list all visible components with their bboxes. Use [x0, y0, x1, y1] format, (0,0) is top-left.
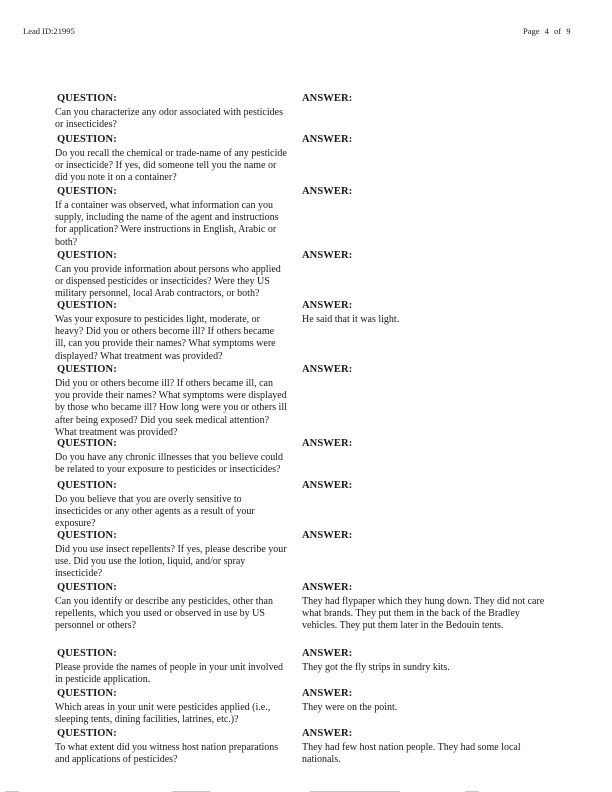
answer-text: They had flypaper which they hung down. They did not care what brands. They put them in the back of the Bradley vehicles. They put them later in the Bedouin tents. — [302, 596, 545, 632]
answer-block — [302, 582, 547, 633]
answer-label: ANSWER: — [302, 648, 353, 659]
question-text: Which areas in your unit were pesticides applied (i.e., sleeping tents, dining facilities, latrines, etc.)? — [55, 702, 271, 726]
answer-block — [302, 186, 547, 200]
page-number: Page 4 of 9 — [523, 26, 571, 36]
answer-block — [302, 688, 547, 714]
answer-block — [302, 728, 547, 766]
answer-label: ANSWER: — [302, 300, 353, 311]
answer-label: ANSWER: — [302, 186, 353, 197]
question-block — [55, 648, 287, 686]
answer-label: ANSWER: — [302, 93, 353, 104]
question-text: If a container was observed, what information can you supply, including the name of the agent and instructions for application? Were instructions in English, Arabic or both? — [55, 200, 279, 248]
question-block — [55, 134, 287, 185]
question-label: QUESTION: — [57, 688, 117, 699]
answer-block — [302, 364, 547, 378]
question-block — [55, 438, 287, 476]
question-text: Was your exposure to pesticides light, moderate, or heavy? Did you or others become ill? If others became ill, can you provide their names? What symptoms were displayed? What treatment was provided? — [55, 314, 276, 362]
question-label: QUESTION: — [57, 648, 117, 659]
answer-label: ANSWER: — [302, 250, 353, 261]
answer-block — [302, 480, 547, 494]
question-text: Can you characterize any odor associated with pesticides or insecticides? — [55, 107, 283, 131]
answer-label: ANSWER: — [302, 364, 353, 375]
question-text: Do you have any chronic illnesses that you believe could be related to your exposure to pesticides or insecticides? — [55, 452, 283, 476]
answer-block — [302, 438, 547, 452]
answer-label: ANSWER: — [302, 134, 353, 145]
question-text: Can you identify or describe any pesticides, other than repellents, which you used or observed in use by US personnel or others? — [55, 596, 273, 632]
question-block — [55, 688, 287, 726]
answer-text: They got the fly strips in sundry kits. — [302, 662, 450, 673]
question-label: QUESTION: — [57, 364, 117, 375]
question-label: QUESTION: — [57, 134, 117, 145]
question-text: Did you use insect repellents? If yes, please describe your use. Did you use the lotion, liquid, and/or spray insecticide? — [55, 544, 287, 580]
question-label: QUESTION: — [57, 582, 117, 593]
question-label: QUESTION: — [57, 480, 117, 491]
answer-block — [302, 250, 547, 264]
answer-label: ANSWER: — [302, 480, 353, 491]
question-block — [55, 480, 287, 531]
question-label: QUESTION: — [57, 300, 117, 311]
question-label: QUESTION: — [57, 250, 117, 261]
question-block — [55, 582, 287, 633]
answer-label: ANSWER: — [302, 438, 353, 449]
question-text: Do you believe that you are overly sensitive to insecticides or any other agents as a result of your exposure? — [55, 494, 255, 530]
answer-text: They were on the point. — [302, 702, 398, 713]
question-block — [55, 728, 287, 766]
answer-label: ANSWER: — [302, 688, 353, 699]
question-text: Can you provide information about persons who applied or dispensed pesticides or insecticides? Were they US military personnel, local Arab contractors, or both? — [55, 264, 281, 300]
question-block — [55, 364, 287, 439]
question-label: QUESTION: — [57, 186, 117, 197]
answer-label: ANSWER: — [302, 728, 353, 739]
question-text: Do you recall the chemical or trade-name of any pesticide or insecticide? If yes, did someone tell you the name or did you note it on a container? — [55, 148, 287, 184]
answer-block — [302, 300, 547, 326]
question-text: Did you or others become ill? If others became ill, can you provide their names? What symptoms were displayed by those who became ill? How long were you or others ill after being exposed? Did you seek medical attention? What treatment was provided? — [55, 378, 287, 438]
lead-id: Lead ID:21995 — [23, 26, 75, 36]
question-label: QUESTION: — [57, 728, 117, 739]
question-text: To what extent did you witness host nation preparations and applications of pesticides? — [55, 742, 279, 766]
answer-block — [302, 93, 547, 107]
answer-block — [302, 134, 547, 148]
question-block — [55, 186, 287, 249]
question-block — [55, 250, 287, 301]
answer-label: ANSWER: — [302, 530, 353, 541]
answer-text: They had few host nation people. They had some local nationals. — [302, 742, 521, 766]
question-block — [55, 93, 287, 131]
answer-block — [302, 648, 547, 674]
answer-text: He said that it was light. — [302, 314, 400, 325]
question-label: QUESTION: — [57, 438, 117, 449]
question-label: QUESTION: — [57, 530, 117, 541]
answer-label: ANSWER: — [302, 582, 353, 593]
question-label: QUESTION: — [57, 93, 117, 104]
question-block — [55, 530, 287, 581]
question-text: Please provide the names of people in your unit involved in pesticide application. — [55, 662, 284, 686]
answer-block — [302, 530, 547, 544]
question-block — [55, 300, 287, 363]
